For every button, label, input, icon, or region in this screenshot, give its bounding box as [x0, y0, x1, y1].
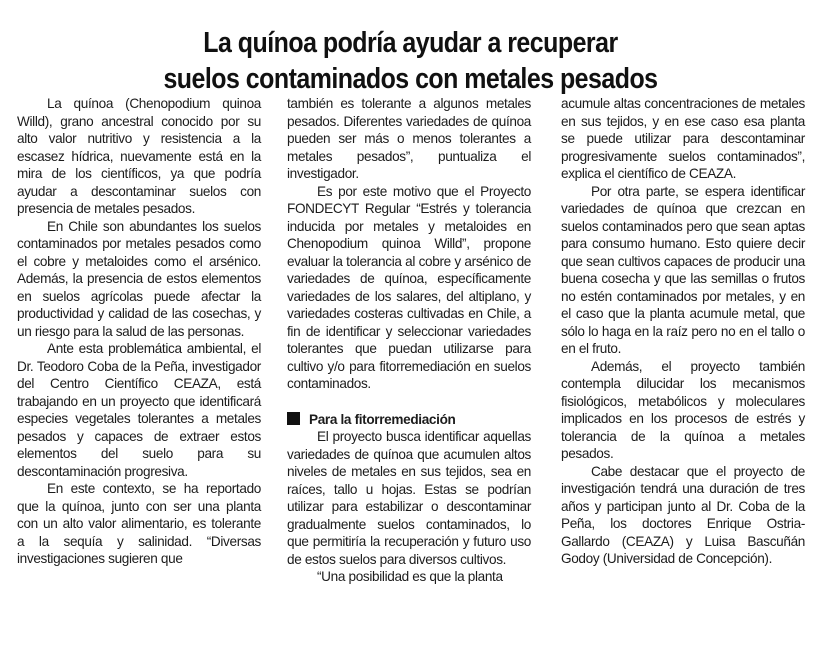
paragraph: El proyecto busca identificar aquellas variedades de quínoa que acumulen altos niveles de metales en sus tejidos, sea en raíces, tallo u hojas. Estas se podrían utilizar para estabilizar o descontaminar gradualmente suelos contaminados, lo que permitiría la recuperación y futuro uso de estos suelos para diversos cultivos.	[287, 429, 531, 567]
paragraph-continuation: acumule altas concentraciones de metales en sus tejidos, y en ese caso esa planta se puede utilizar para descontaminar progresivamente suelos contaminados”, explica el científico de CEAZA.	[561, 96, 805, 181]
article-column-2	[287, 95, 531, 586]
paragraph: En Chile son abundantes los suelos contaminados por metales pesados como el cobre y metaloides como el arsénico. Además, la presencia de estos elementos en suelos agrícolas puede afectar la productividad y calidad de las cosechas, y un riesgo para la salud de las personas.	[17, 218, 261, 339]
paragraph: Es por este motivo que el Proyecto FONDECYT Regular “Estrés y tolerancia inducida por metales y metaloides en Chenopodium quinoa Willd”, propone evaluar la tolerancia al cobre y arsénico de variedades de quínoa, específicamente variedades de los salares, del altiplano, y variedades costeras cultivadas en Chile, a fin de identificar y seleccionar variedades tolerantes que puedan utilizarse para cultivo y/o para fitorremediación en suelos contaminados.	[287, 183, 531, 391]
paragraph: Además, el proyecto también contempla dilucidar los mecanismos fisiológicos, metabólicos y moleculares implicados en los procesos de estrés y tolerancia de la quínoa a metales pesados.	[561, 358, 805, 461]
paragraph: Ante esta problemática ambiental, el Dr. Teodoro Coba de la Peña, investigador del Centro Científico CEAZA, está trabajando en un proyecto que identificará especies vegetales tolerantes a metales pesados y capaces de extraer estos elementos del suelo para su descontaminación progresiva.	[17, 341, 261, 479]
article-headline	[57, 25, 763, 97]
headline-line-2: suelos contaminados con metales pesados	[163, 63, 658, 96]
article-column-3	[561, 95, 805, 568]
subheading-text: Para la fitorremediación	[309, 411, 456, 427]
square-bullet-icon	[287, 412, 300, 425]
headline-line-1: La quínoa podría ayudar a recuperar	[203, 27, 618, 60]
paragraph-continuation: también es tolerante a algunos metales pesados. Diferentes variedades de quínoa pueden ser más o menos tolerantes a metales pesados”, puntualiza el investigador.	[287, 96, 531, 181]
paragraph: En este contexto, se ha reportado que la quínoa, junto con ser una planta con un alto valor alimentario, es tolerante a la sequía y salinidad. “Diversas investigaciones sugieren que	[17, 481, 261, 566]
section-subheading	[287, 411, 531, 429]
paragraph: Por otra parte, se espera identificar variedades de quínoa que crezcan en suelos contaminados pero que sean aptas para consumo humano. Esto quiere decir que sean cultivos capaces de producir una buena cosecha y que las semillas o frutos no estén contaminados por metales, y en el caso que la planta acumule metal, que sólo lo haga en la raíz pero no en el tallo o en el fruto.	[561, 183, 805, 356]
paragraph: “Una posibilidad es que la planta	[317, 569, 503, 584]
paragraph: La quínoa (Chenopodium quinoa Willd), grano ancestral conocido por su alto valor nutritivo y resistencia a la escasez hídrica, nuevamente está en la mira de los científicos, ya que podría ayudar a descontaminar suelos con presencia de metales pesados.	[17, 96, 261, 216]
paragraph: Cabe destacar que el proyecto de investigación tendrá una duración de tres años y participan junto al Dr. Coba de la Peña, los doctores Enrique Ostria-Gallardo (CEAZA) y Luisa Bascuñán Godoy (Universidad de Concepción).	[561, 463, 805, 566]
article-column-1	[17, 95, 261, 568]
